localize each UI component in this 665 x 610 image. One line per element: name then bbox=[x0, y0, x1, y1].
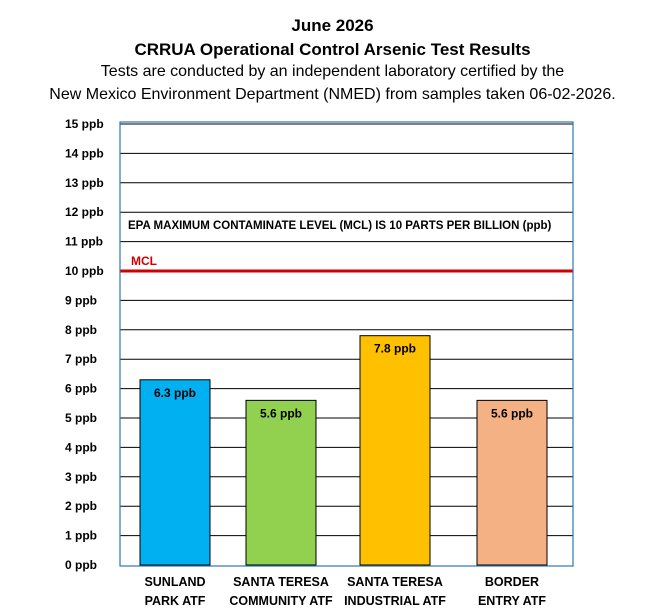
chart-caption-line-2: New Mexico Environment Department (NMED) from samples taken 06-02-2026. bbox=[49, 86, 616, 103]
x-tick-label-line: SANTA TERESA bbox=[347, 575, 443, 589]
x-axis-labels bbox=[144, 575, 546, 608]
y-tick-label-9: 9 ppb bbox=[65, 293, 97, 308]
x-tick-label-1 bbox=[229, 575, 333, 608]
y-tick-label-8: 8 ppb bbox=[65, 322, 97, 337]
mcl-reference bbox=[120, 220, 573, 271]
y-tick-label-11: 11 ppb bbox=[65, 234, 104, 249]
y-tick-label-3: 3 ppb bbox=[65, 469, 97, 484]
x-tick-label-line: SUNLAND bbox=[144, 575, 206, 589]
x-tick-label-line: INDUSTRIAL ATF bbox=[344, 594, 446, 608]
data-label-2: 7.8 ppb bbox=[373, 341, 417, 356]
bar-0 bbox=[140, 380, 210, 565]
y-axis-ticks bbox=[65, 117, 104, 572]
y-tick-label-1: 1 ppb bbox=[65, 528, 97, 543]
x-tick-label-line: SANTA TERESA bbox=[233, 575, 329, 589]
data-label-1: 5.6 ppb bbox=[259, 406, 303, 421]
y-tick-label-4: 4 ppb bbox=[65, 440, 97, 455]
bar-1 bbox=[246, 400, 316, 565]
y-tick-label-0: 0 ppb bbox=[65, 558, 97, 572]
bars bbox=[140, 336, 547, 565]
y-tick-label-6: 6 ppb bbox=[65, 381, 97, 396]
y-tick-label-12: 12 ppb bbox=[65, 205, 104, 220]
chart-subtitle: CRRUA Operational Control Arsenic Test Results bbox=[134, 40, 531, 59]
chart-title: June 2026 bbox=[291, 16, 374, 35]
x-tick-label-2 bbox=[344, 575, 446, 608]
mcl-label: MCL bbox=[131, 254, 157, 268]
x-tick-label-line: PARK ATF bbox=[144, 594, 206, 608]
x-tick-label-3 bbox=[478, 575, 546, 608]
y-tick-label-5: 5 ppb bbox=[65, 411, 97, 425]
y-tick-label-2: 2 ppb bbox=[65, 499, 97, 514]
y-tick-label-15: 15 ppb bbox=[65, 117, 104, 131]
data-label-3: 5.6 ppb bbox=[490, 406, 534, 421]
bar-3 bbox=[477, 400, 547, 565]
x-tick-label-line: BORDER bbox=[484, 575, 540, 589]
bar-2 bbox=[360, 336, 430, 565]
y-tick-label-7: 7 ppb bbox=[65, 352, 97, 367]
data-label-0: 6.3 ppb bbox=[153, 385, 197, 400]
y-tick-label-14: 14 ppb bbox=[65, 146, 104, 161]
mcl-annotation: EPA MAXIMUM CONTAMINATE LEVEL (MCL) IS 10 PARTS PER BILLION (ppb) bbox=[128, 220, 552, 232]
x-tick-label-0 bbox=[144, 575, 205, 608]
x-tick-label-line: COMMUNITY ATF bbox=[229, 594, 333, 608]
y-tick-label-10: 10 ppb bbox=[65, 264, 104, 278]
x-tick-label-line: ENTRY ATF bbox=[477, 594, 547, 608]
y-tick-label-13: 13 ppb bbox=[65, 175, 104, 190]
chart-caption-line-1: Tests are conducted by an independent laboratory certified by the bbox=[100, 63, 565, 80]
